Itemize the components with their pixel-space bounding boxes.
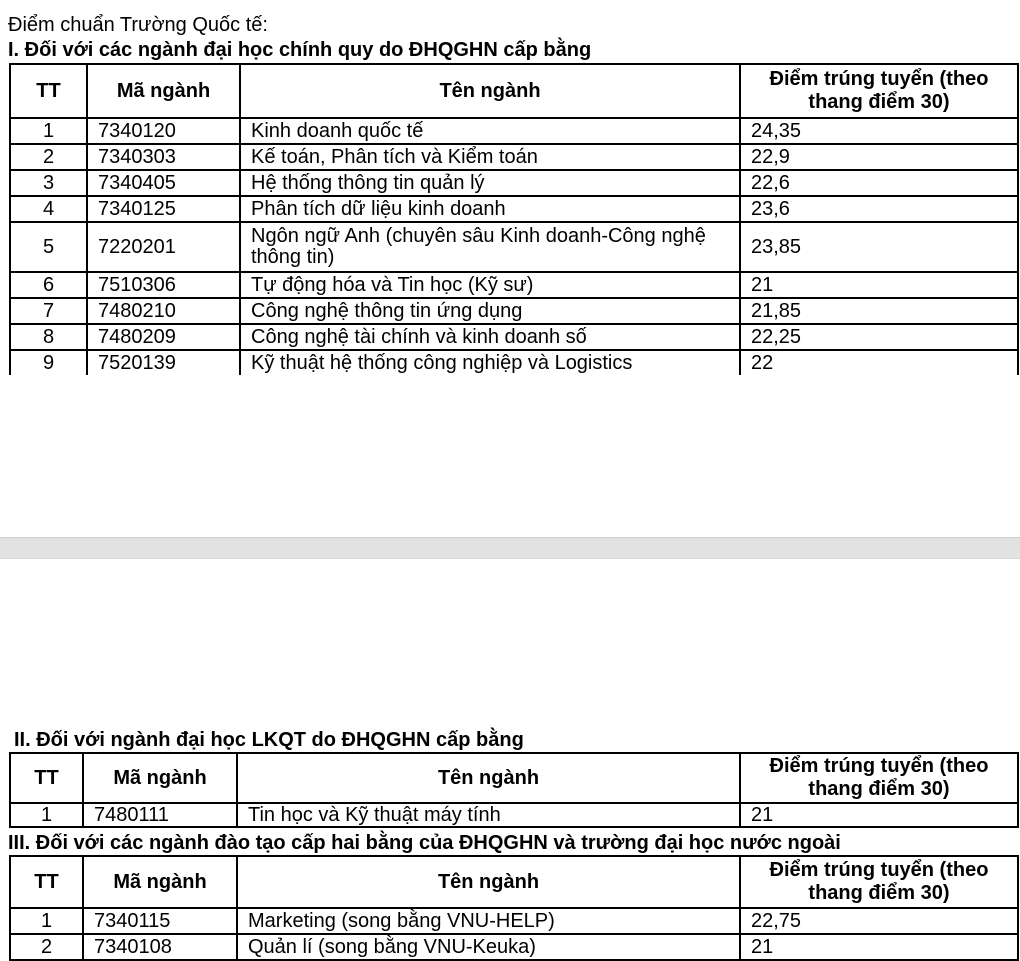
table-row bbox=[10, 144, 1018, 170]
header-name: Tên ngành bbox=[237, 753, 740, 803]
blank-area bbox=[0, 375, 1020, 535]
cell-name: Marketing (song bằng VNU-HELP) bbox=[237, 908, 740, 934]
table-row bbox=[10, 222, 1018, 272]
intro-text: Điểm chuẩn Trường Quốc tế: bbox=[8, 14, 268, 36]
page-divider bbox=[0, 537, 1020, 559]
table-row bbox=[10, 272, 1018, 298]
header-score bbox=[740, 64, 1018, 118]
cell-tt: 9 bbox=[10, 350, 87, 376]
cell-score: 21 bbox=[740, 272, 1018, 298]
cell-name: Quản lí (song bằng VNU-Keuka) bbox=[237, 934, 740, 960]
cell-name: Công nghệ tài chính và kinh doanh số bbox=[240, 324, 740, 350]
table-row bbox=[10, 298, 1018, 324]
cell-score: 22,9 bbox=[740, 144, 1018, 170]
cell-name: Công nghệ thông tin ứng dụng bbox=[240, 298, 740, 324]
cell-name: Phân tích dữ liệu kinh doanh bbox=[240, 196, 740, 222]
cell-code: 7510306 bbox=[87, 272, 240, 298]
header-score-line1: Điểm trúng tuyển (theo bbox=[769, 755, 989, 777]
cell-tt: 4 bbox=[10, 196, 87, 222]
cell-code: 7340108 bbox=[83, 934, 237, 960]
header-score-line2: thang điểm 30) bbox=[808, 778, 950, 800]
header-code: Mã ngành bbox=[87, 64, 240, 118]
section-1-table bbox=[9, 63, 1019, 377]
header-tt: TT bbox=[10, 856, 83, 908]
cell-tt: 2 bbox=[10, 934, 83, 960]
cell-score: 21 bbox=[740, 934, 1018, 960]
section-3-title: III. Đối với các ngành đào tạo cấp hai bằng của ĐHQGHN và trường đại học nước ngoài bbox=[8, 832, 841, 854]
cell-name: Kế toán, Phân tích và Kiểm toán bbox=[240, 144, 740, 170]
cell-code: 7520139 bbox=[87, 350, 240, 376]
cell-tt: 1 bbox=[10, 803, 83, 827]
header-code: Mã ngành bbox=[83, 753, 237, 803]
cell-score: 23,85 bbox=[740, 222, 1018, 272]
table-row bbox=[10, 196, 1018, 222]
cell-code: 7340405 bbox=[87, 170, 240, 196]
header-score-line1: Điểm trúng tuyển (theo bbox=[769, 859, 989, 881]
header-score-line2: thang điểm 30) bbox=[808, 882, 950, 904]
table-row bbox=[10, 934, 1018, 960]
cell-name: Kỹ thuật hệ thống công nghiệp và Logistics bbox=[240, 350, 740, 376]
table-row bbox=[10, 118, 1018, 144]
cell-tt: 3 bbox=[10, 170, 87, 196]
cell-code: 7340125 bbox=[87, 196, 240, 222]
header-tt: TT bbox=[10, 64, 87, 118]
cell-score: 21,85 bbox=[740, 298, 1018, 324]
cell-code: 7340303 bbox=[87, 144, 240, 170]
cell-score: 23,6 bbox=[740, 196, 1018, 222]
table-header-row bbox=[10, 856, 1018, 908]
table-row bbox=[10, 908, 1018, 934]
cell-score: 22 bbox=[740, 350, 1018, 376]
cell-name: Hệ thống thông tin quản lý bbox=[240, 170, 740, 196]
table-row bbox=[10, 170, 1018, 196]
cell-code: 7340115 bbox=[83, 908, 237, 934]
cell-score: 21 bbox=[740, 803, 1018, 827]
cell-name: Ngôn ngữ Anh (chuyên sâu Kinh doanh-Công nghệ thông tin) bbox=[240, 222, 740, 272]
section-3-table bbox=[9, 855, 1019, 961]
cell-code: 7480111 bbox=[83, 803, 237, 827]
cell-score: 22,25 bbox=[740, 324, 1018, 350]
cell-code: 7480210 bbox=[87, 298, 240, 324]
cell-name: Tin học và Kỹ thuật máy tính bbox=[237, 803, 740, 827]
cell-code: 7480209 bbox=[87, 324, 240, 350]
section-2-title: II. Đối với ngành đại học LKQT do ĐHQGHN cấp bằng bbox=[14, 729, 524, 751]
table-header-row bbox=[10, 64, 1018, 118]
header-code: Mã ngành bbox=[83, 856, 237, 908]
header-score bbox=[740, 753, 1018, 803]
cell-code: 7340120 bbox=[87, 118, 240, 144]
cell-score: 22,75 bbox=[740, 908, 1018, 934]
cell-tt: 1 bbox=[10, 118, 87, 144]
cell-tt: 8 bbox=[10, 324, 87, 350]
cell-name: Tự động hóa và Tin học (Kỹ sư) bbox=[240, 272, 740, 298]
cell-tt: 7 bbox=[10, 298, 87, 324]
section-1-title: I. Đối với các ngành đại học chính quy do ĐHQGHN cấp bằng bbox=[8, 39, 592, 61]
table-row bbox=[10, 324, 1018, 350]
cell-tt: 6 bbox=[10, 272, 87, 298]
header-score-line1: Điểm trúng tuyển (theo bbox=[769, 68, 989, 90]
table-row bbox=[10, 803, 1018, 827]
table-row bbox=[10, 350, 1018, 376]
section-2-table bbox=[9, 752, 1019, 828]
table-header-row bbox=[10, 753, 1018, 803]
cell-tt: 5 bbox=[10, 222, 87, 272]
header-tt: TT bbox=[10, 753, 83, 803]
cell-tt: 2 bbox=[10, 144, 87, 170]
header-name: Tên ngành bbox=[240, 64, 740, 118]
header-name: Tên ngành bbox=[237, 856, 740, 908]
cell-score: 24,35 bbox=[740, 118, 1018, 144]
cell-code: 7220201 bbox=[87, 222, 240, 272]
cell-tt: 1 bbox=[10, 908, 83, 934]
cell-score: 22,6 bbox=[740, 170, 1018, 196]
cell-name: Kinh doanh quốc tế bbox=[240, 118, 740, 144]
header-score bbox=[740, 856, 1018, 908]
header-score-line2: thang điểm 30) bbox=[808, 91, 950, 113]
